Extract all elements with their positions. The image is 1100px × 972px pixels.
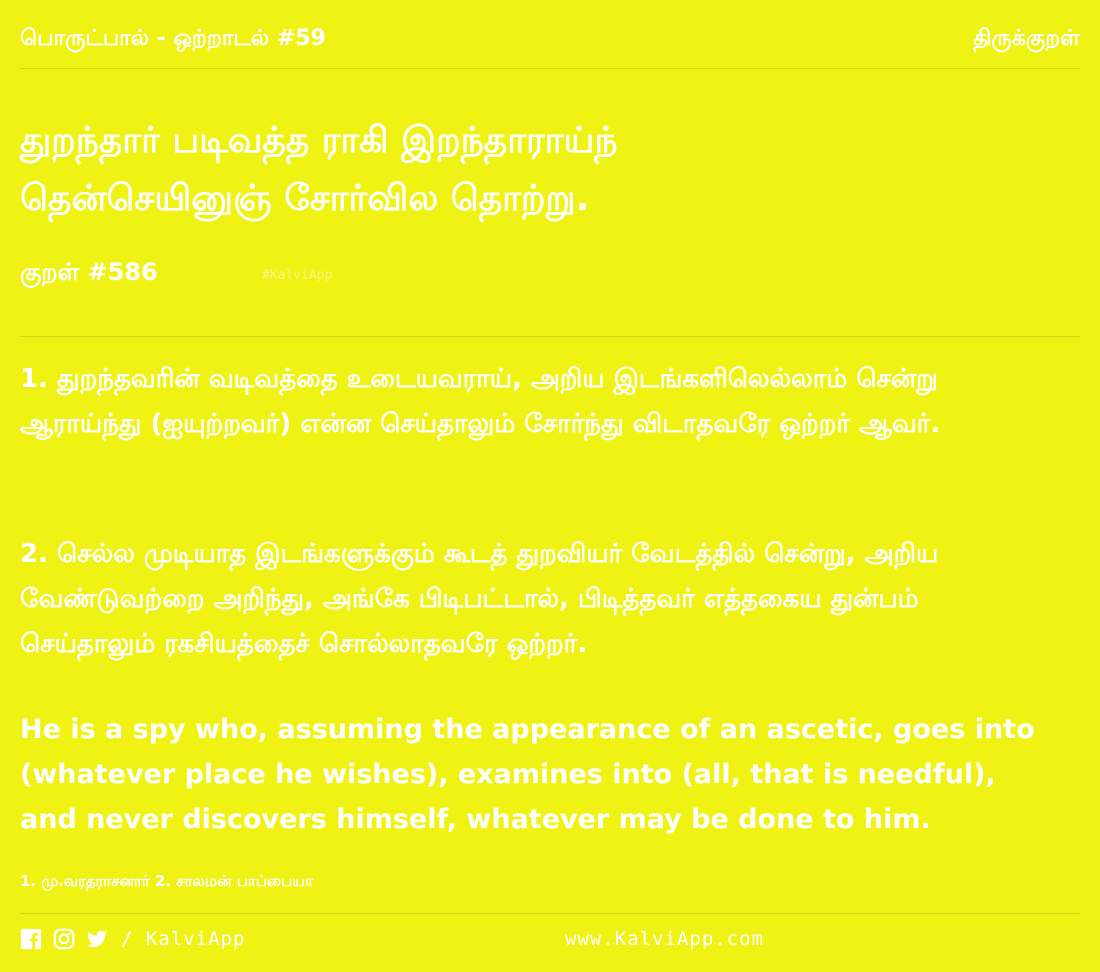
facebook-icon[interactable]	[20, 928, 42, 950]
footer	[20, 913, 1080, 962]
social-handle: / KalviApp	[121, 928, 246, 950]
kural-line-1: துறந்தார் படிவத்த ராகி இறந்தாராய்ந்	[20, 120, 618, 161]
explanation-english: He is a spy who, assuming the appearance of an ascetic, goes into (whatever place he wishes), examines into (all, that is needful), and never discovers himself, whatever may be done to him.	[20, 714, 1035, 835]
explanation-varadarasanar: 1. துறந்தவரின் வடிவத்தை உடையவராய், அறிய இடங்களிலெல்லாம் சென்று ஆராய்ந்து (ஐயுற்றவர்) என்ன செய்தாலும் சோர்ந்து விடாதவரே ஒற்றர் ஆவர்.	[20, 364, 941, 439]
divider	[20, 336, 1080, 337]
explanation-papaiya: 2. செல்ல முடியாத இடங்களுக்கும் கூடத் துறவியர் வேடத்தில் சென்று, அறிய வேண்டுவற்றை அறிந்து, அங்கே பிடிபட்டால், பிடித்தவர் எத்தகைய துன்பம் செய்தாலும் ரகசியத்தைச் சொல்லாதவரே ஒற்றர்.	[20, 539, 939, 659]
header	[20, 22, 1080, 69]
credits: 1. மு.வரதராசனார் 2. சாலமன் பாப்பையா	[20, 872, 313, 890]
twitter-icon[interactable]	[86, 928, 108, 950]
watermark: #KalviApp	[262, 268, 333, 283]
website-link[interactable]: www.KalviApp.com	[565, 928, 765, 950]
social-links	[20, 926, 245, 952]
book-title: திருக்குறள்	[973, 26, 1080, 51]
kural-number: குறள் #586	[20, 258, 158, 286]
kural-meta	[20, 256, 1080, 296]
kural-line-2: தென்செயினுஞ் சோர்வில தொற்று.	[20, 178, 590, 219]
instagram-icon[interactable]	[53, 928, 75, 950]
section-title: பொருட்பால் - ஒற்றாடல் #59	[20, 26, 326, 51]
kural-verse	[20, 112, 1020, 228]
